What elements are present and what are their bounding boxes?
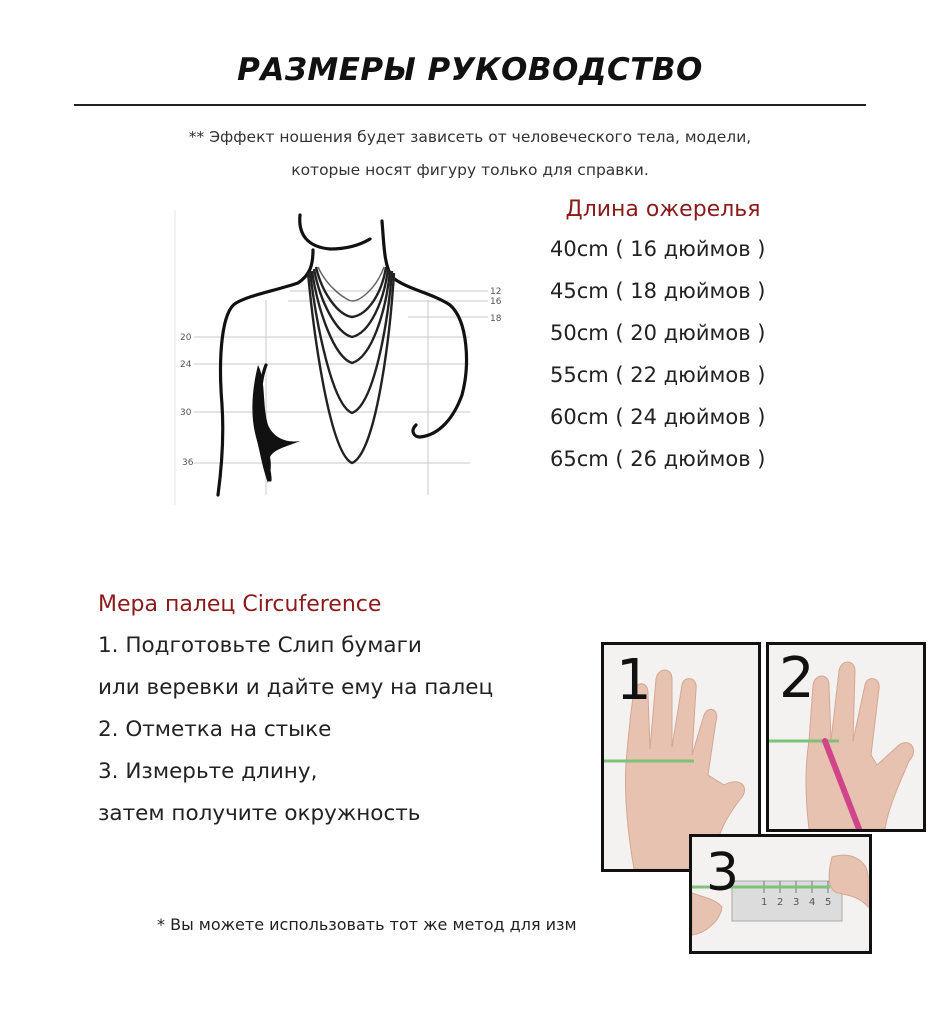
shadow-shape (252, 365, 300, 483)
disclaimer-line-1: ** Эффект ношения будет зависеть от человеческого тела, модели, (188, 128, 752, 146)
title-divider (74, 104, 866, 106)
necklace-size-item: 50cm ( 20 дюймов ) (550, 321, 766, 345)
necklace-diagram (170, 205, 510, 515)
label-12: 12 (490, 287, 502, 297)
necklace-size-item: 45cm ( 18 дюймов ) (550, 279, 766, 303)
necklace-size-item: 65cm ( 26 дюймов ) (550, 447, 766, 471)
label-36: 36 (182, 458, 194, 468)
footnote: * Вы можете использовать тот же метод для изм (157, 915, 577, 934)
finger-measure-heading: Мера палец Circuference (98, 592, 382, 617)
label-30: 30 (180, 408, 192, 418)
photo-number: 3 (706, 843, 740, 903)
step-line: затем получите окружность (98, 801, 421, 826)
necklace-length-heading: Длина ожерелья (565, 197, 761, 222)
necklace-size-item: 55cm ( 22 дюймов ) (550, 363, 766, 387)
step-line: 1. Подготовьте Слип бумаги (98, 633, 422, 658)
label-18: 18 (490, 314, 502, 324)
ruler-number: 5 (825, 897, 832, 908)
photo-number: 2 (779, 646, 815, 711)
necklace-chains (308, 267, 394, 463)
label-20: 20 (180, 333, 192, 343)
finger-measure-steps (98, 633, 493, 843)
step-line: 3. Измерьте длину, (98, 759, 318, 784)
step-2-photo (766, 642, 926, 832)
label-24: 24 (180, 360, 192, 370)
label-16: 16 (490, 297, 502, 307)
step-3-photo (689, 834, 872, 954)
photo-number: 1 (616, 648, 652, 713)
ruler-number: 2 (777, 897, 784, 908)
necklace-size-list (550, 237, 765, 489)
necklace-size-item: 60cm ( 24 дюймов ) (550, 405, 766, 429)
ruler-number: 1 (761, 897, 768, 908)
disclaimer-line-2: которые носят фигуру только для справки. (291, 161, 649, 179)
step-line: или веревки и дайте ему на палец (98, 675, 494, 700)
ruler-number: 3 (793, 897, 800, 908)
necklace-size-item: 40cm ( 16 дюймов ) (550, 237, 766, 261)
step-line: 2. Отметка на стыке (98, 717, 332, 742)
ruler-number: 4 (809, 897, 816, 908)
page-title: РАЗМЕРЫ РУКОВОДСТВО (237, 52, 703, 88)
